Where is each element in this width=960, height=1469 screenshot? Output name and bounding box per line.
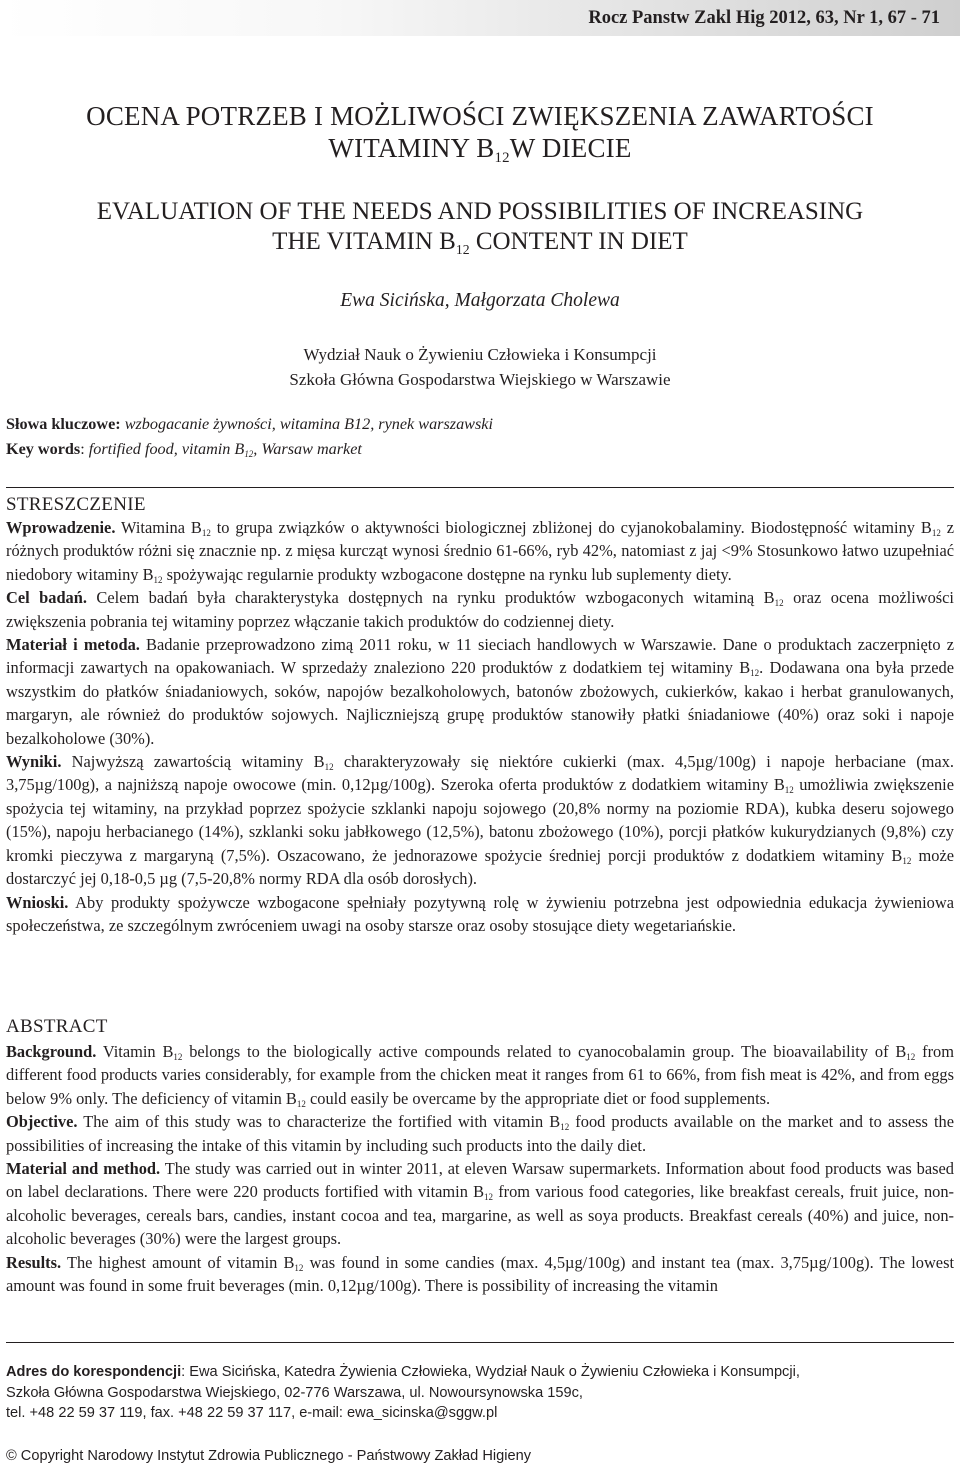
text-run: to grupa związków o aktywności biologicznej zbliżonej do cyjanokobalaminy. Biodostępność witaminy B — [210, 518, 932, 537]
subscript: 12 — [494, 150, 510, 167]
text-run: Aby produkty spożywcze wzbogacone spełniały pozytywną rolę w żywieniu potrzebna jest odpowiednia edukacja żywieniowa społeczeństwa, ze szczególnym zwróceniem uwagi na osoby starsze oraz osoby stosujące diety wegetariańskie. — [6, 892, 954, 935]
text-run: food products available on the market and to assess the possibilities of increasing the intake of this vitamin by including such products into the daily diet. — [6, 1112, 954, 1155]
subscript: 12 — [931, 528, 941, 539]
paragraph-material-method — [6, 1157, 954, 1251]
text-run: from different food products varies considerably, for example from the chicken meat it ranges from 61 to 66%, from fish meat is 42%, and from eggs below 9% only. The deficiency of vitamin B — [6, 1042, 954, 1108]
subscript: 12 — [153, 574, 163, 585]
cel-label: Cel badań. — [6, 588, 87, 608]
title-polish-line2 — [0, 132, 960, 167]
text-run: z różnych produktów różni się znacznie np. z mięsa kurcząt wynosi średnio 61-66%, ryb 42%, natomiast z jaj <9% Stosunkowo łatwo uzupełniać niedobory witaminy B — [6, 518, 954, 584]
subscript: 12 — [173, 1052, 183, 1063]
subscript: 12 — [774, 598, 784, 609]
keywords-english-colon: : — [80, 440, 85, 458]
subscript: 12 — [560, 1122, 570, 1133]
paragraph-material — [6, 633, 954, 750]
abstract-body — [6, 1040, 954, 1297]
footnote-divider — [6, 1342, 954, 1343]
correspondence-line3: tel. +48 22 59 37 119, fax. +48 22 59 37 117, e-mail: ewa_sicinska@sggw.pl — [6, 1405, 498, 1421]
subscript: 12 — [484, 1192, 494, 1203]
title-polish-line1: OCENA POTRZEB I MOŻLIWOŚCI ZWIĘKSZENIA ZAWARTOŚCI — [86, 101, 874, 131]
title-english-tail: CONTENT IN DIET — [469, 228, 688, 255]
material-method-label: Material and method. — [6, 1159, 161, 1179]
correspondence-line2: Szkoła Główna Gospodarstwa Wiejskiego, 02-776 Warszawa, ul. Nowoursynowska 159c, — [6, 1384, 583, 1401]
affiliation-line2: Szkoła Główna Gospodarstwa Wiejskiego w Warszawie — [289, 370, 671, 389]
results-label: Results. — [6, 1252, 62, 1272]
streszczenie-body — [6, 516, 954, 937]
objective-label: Objective. — [6, 1112, 78, 1132]
text-run: The study was carried out in winter 2011, at eleven Warsaw supermarkets. Information about food products was based on label declarations. There were 220 products fortified with vitamin B — [6, 1159, 955, 1202]
keywords-english-text — [85, 440, 362, 458]
paragraph-wnioski — [6, 891, 954, 938]
title-english-line2 — [0, 227, 960, 257]
text-run: . Dodawana ona była przede wszystkim do płatków śniadaniowych, soków, napojów bezalkoholowych, batonów zbożowych, cukierków, kakao i herbat granulowanych, margaryn, ale również do produktów sojowych. Najliczniejszą grupę produktów stanowiły płatki śniadaniowe (40%) oraz soki i napoje bezalkoholowe (30%). — [6, 658, 954, 748]
text-run: umożliwia zwiększenie spożycia tej witaminy, na przykład poprzez spożycie szklanki napoju sojowego (20,8% normy na poziomie RDA), kubka deseru sojowego (15%), napoju herbacianego (14%), szklanki soku jabłkowego (12,5%), batonu zbożowego (10%), porcji płatków kukurydzianych (9,8%) czy kromki pieczywa z margaryną (7,5%). Oszacowano, że jednorazowe spożycie średniej porcji produktów z dodatkiem witaminy B — [6, 775, 954, 865]
text-run: Vitamin B — [96, 1042, 174, 1061]
keywords-polish-label: Słowa kluczowe: — [6, 415, 121, 433]
title-polish-vitamin: WITAMINY B — [328, 133, 495, 163]
wyniki-label: Wyniki. — [6, 752, 62, 772]
keywords-english-text-a: fortified food, vitamin B — [84, 440, 245, 458]
text-run: charakteryzowały się niektóre cukierki (max. 4,5µg/100g) i napoje herbaciane (max. 3,75µg/100g), a najniższą napoje owocowe (min. 0,12µg/100g). Szeroka oferta produktów z dodatkiem witaminy B — [6, 752, 954, 795]
authors: Ewa Sicińska, Małgorzata Cholewa — [340, 290, 620, 311]
subscript: 12 — [750, 668, 760, 679]
text-run: The aim of this study was to characterize the fortified with vitamin B — [77, 1112, 561, 1132]
journal-reference: Rocz Panstw Zakl Hig 2012, 63, Nr 1, 67 - 71 — [588, 8, 940, 28]
paragraph-background — [6, 1040, 954, 1110]
text-run: from various food categories, like breakfast cereals, fruit juice, non-alcoholic beverages, cereals bars, candies, instant cocoa and tea, margarine, as well as soya products. Breakfast cereals (40%) and juice, non-alcoholic beverages (30%) were the largest groups. — [6, 1182, 954, 1249]
paragraph-wyniki — [6, 750, 954, 890]
subscript: 12 — [324, 762, 334, 773]
subscript: 12 — [296, 1098, 306, 1109]
paragraph-wprowadzenie — [6, 516, 954, 586]
text-run: The highest amount of vitamin B — [61, 1252, 295, 1272]
subscript: 12 — [294, 1262, 304, 1273]
text-run: spożywając regularnie produkty wzbogacone dostępne na rynku lub suplementy diety. — [162, 564, 732, 584]
wnioski-label: Wnioski. — [6, 892, 69, 912]
background-label: Background. — [6, 1042, 97, 1061]
section-divider — [6, 487, 954, 488]
subscript: 12 — [784, 785, 794, 796]
correspondence-block — [6, 1362, 954, 1424]
correspondence-label: Adres do korespondencji — [6, 1364, 182, 1380]
correspondence-name: Ewa Sicińska, Katedra Żywienia Człowieka, Wydział Nauk o Żywieniu Człowieka i Konsumpcji, — [185, 1364, 800, 1380]
text-run: może dostarczyć jej 0,18-0,5 µg (7,5-20,8% normy RDA dla osób dorosłych). — [6, 845, 955, 889]
subscript: 12 — [906, 1052, 916, 1063]
subscript: 12 — [201, 528, 211, 539]
text-run: Celem badań była charakterystyka dostępnych na rynku produktów wzbogaconych witaminą B — [86, 588, 775, 608]
text-run: Witamina B — [115, 518, 202, 537]
paragraph-results — [6, 1251, 954, 1298]
subscript: 12 — [455, 241, 470, 257]
correspondence-colon: : — [181, 1364, 186, 1380]
text-run: oraz ocena możliwości zwiększenia pobrania tej witaminy poprzez włączanie takich produktów do codziennej diety. — [6, 588, 954, 631]
subscript: 12 — [902, 855, 912, 866]
keywords-english-label: Key words — [6, 440, 81, 458]
paragraph-objective — [6, 1110, 954, 1157]
text-run: Najwyższą zawartością witaminy B — [61, 752, 325, 772]
keywords-english-text-b: , Warsaw market — [253, 440, 362, 458]
title-english-line1: EVALUATION OF THE NEEDS AND POSSIBILITIES OF INCREASING — [96, 198, 864, 225]
text-run: belongs to the biologically active compounds related to cyanocobalamin group. The bioavailability of B — [182, 1042, 907, 1061]
keywords-polish-text: wzbogacanie żywności, witamina B12, rynek warszawski — [120, 415, 493, 433]
streszczenie-heading: STRESZCZENIE — [6, 494, 146, 515]
keywords-polish — [6, 415, 493, 434]
keywords-english — [6, 440, 362, 459]
abstract-heading: ABSTRACT — [6, 1016, 108, 1037]
affiliation-line1: Wydział Nauk o Żywieniu Człowieka i Konsumpcji — [303, 345, 657, 364]
correspondence-line1 — [6, 1362, 954, 1383]
paragraph-cel — [6, 586, 954, 633]
title-english-vitamin: THE VITAMIN B — [272, 228, 456, 255]
text-run: was found in some candies (max. 4,5µg/100g) and instant tea (max. 3,75µg/100g). The lowest amount was found in some fruit beverages (min. 0,12µg/100g). There is possibility of increasing the vitamin — [6, 1252, 954, 1296]
copyright-notice: © Copyright Narodowy Instytut Zdrowia Publicznego - Państwowy Zakład Higieny — [6, 1448, 532, 1464]
wprowadzenie-label: Wprowadzenie. — [6, 518, 116, 537]
text-run: could easily be overcame by the appropriate diet or food supplements. — [305, 1088, 771, 1108]
material-label: Materiał i metoda. — [6, 635, 140, 655]
subscript: 12 — [244, 449, 254, 460]
text-run: Badanie przeprowadzono zimą 2011 roku, w 11 sieciach handlowych w Warszawie. Dane o produktach zaczerpnięto z informacji zawartych na opakowaniach. W sprzedaży znaleziono 220 produktów z dodatkiem tej witaminy B — [6, 635, 954, 678]
title-polish-tail: W DIECIE — [509, 133, 632, 163]
